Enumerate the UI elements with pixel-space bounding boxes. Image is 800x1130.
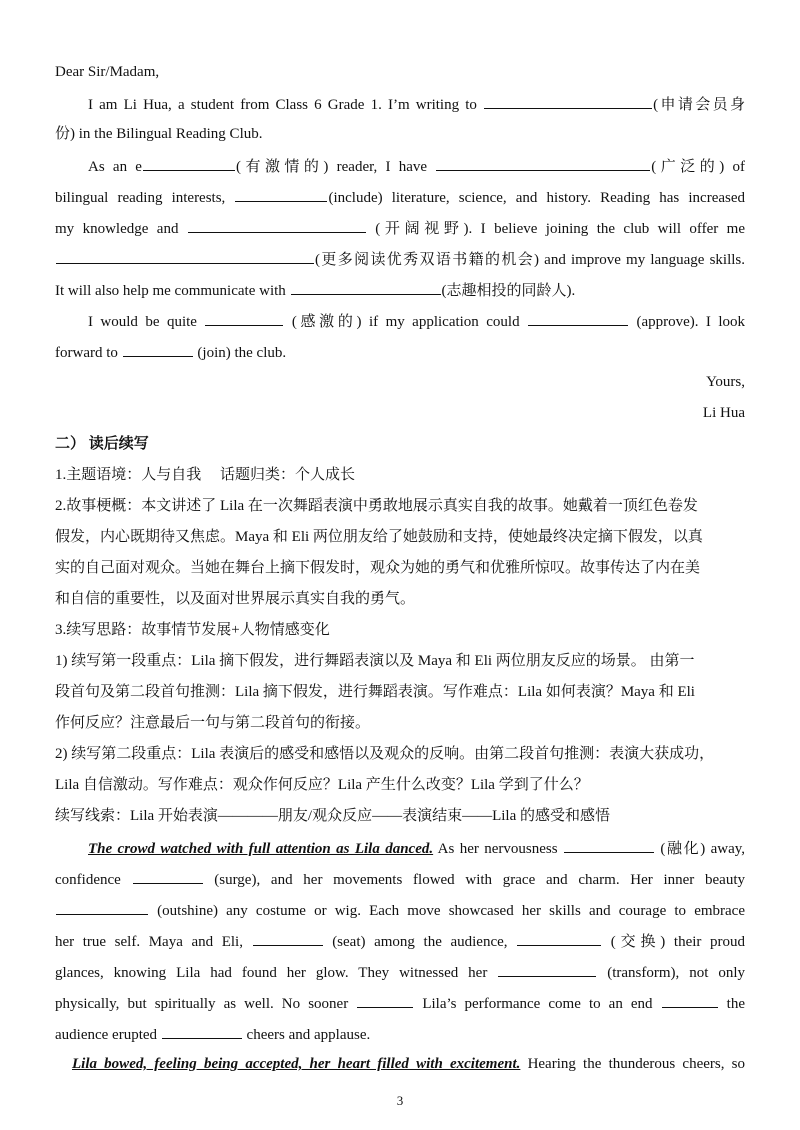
letter-closing: [55, 372, 745, 392]
answer-blank[interactable]: [133, 868, 203, 884]
text: 和自信的重要性，以及面对世界展示真实自我的勇气。: [55, 591, 416, 607]
text: 1.主题语境：人与自我 话题归类：个人成长: [55, 467, 356, 483]
text: I would be quite: [88, 314, 197, 330]
story-summary-line: [55, 496, 745, 516]
text: It will also help me communicate with: [55, 283, 286, 299]
text: 作何反应？注意最后一句与第二段首句的衔接。: [55, 715, 371, 731]
text: 续写线索：Lila 开始表演————朋友/观众反应——表演结束——Lila 的感受和感悟: [55, 808, 610, 824]
text: Lila 自信激动。写作难点：观众作何反应？Lila 产生什么改变？Lila 学到了什么？: [55, 777, 589, 793]
text: 1) 续写第一段重点：Lila 摘下假发，进行舞蹈表演以及 Maya 和 Eli 两位朋友反应的场景。 由第一: [55, 653, 695, 669]
story-line-2: [55, 868, 745, 888]
answer-blank[interactable]: [253, 930, 323, 946]
text: the: [726, 996, 745, 1012]
story-summary-line: [55, 589, 745, 609]
paragraph2-focus-line: [55, 775, 745, 795]
paragraph1-focus-line: [55, 651, 745, 671]
letter-line-4: [55, 186, 745, 206]
story-line-8: [72, 1054, 745, 1074]
text: (include) literature, science, and history. Reading has increased: [328, 190, 746, 206]
section-heading: [55, 434, 745, 454]
theme-context: [55, 465, 745, 485]
letter-line-3: [88, 155, 745, 175]
text: (approve). I look: [636, 314, 746, 330]
text: forward to: [55, 345, 118, 361]
text: (transform), not only: [607, 965, 746, 981]
salutation-text: Dear Sir/Madam,: [55, 64, 160, 80]
text: (outshine) any costume or wig. Each move showcased her skills and courage to embrace: [157, 903, 745, 919]
story-line-3: [55, 899, 745, 919]
text: (志趣相投的同龄人).: [441, 283, 576, 299]
text: glances, knowing Lila had found her glow. They witnessed her: [55, 965, 488, 981]
text: (融化) away,: [660, 841, 746, 857]
story-line-1: [88, 837, 745, 857]
text: physically, but spiritually as well. No sooner: [55, 996, 349, 1012]
answer-blank[interactable]: [56, 899, 148, 915]
text: As her nervousness: [433, 841, 558, 857]
writing-approach: [55, 620, 745, 640]
text: audience erupted: [55, 1027, 158, 1043]
text: 假发，内心既期待又焦虑。Maya 和 Eli 两位朋友给了她鼓励和支持，使她最终决定摘下假发，以真: [55, 529, 703, 545]
answer-blank[interactable]: [235, 186, 327, 202]
text: (开阔视野). I believe joining the club will offer me: [375, 221, 746, 237]
text: (申请会员身: [653, 97, 746, 113]
text: 实的自己面对观众。当她在舞台上摘下假发时，观众为她的勇气和优雅所惊叹。故事传达了内在美: [55, 560, 701, 576]
story-line-5: [55, 961, 745, 981]
answer-blank[interactable]: [143, 155, 235, 171]
answer-blank[interactable]: [484, 93, 652, 109]
text: confidence: [55, 872, 121, 888]
text: I am Li Hua, a student from Class 6 Grade 1. I’m writing to: [88, 97, 477, 113]
second-paragraph-opening: Lila bowed, feeling being accepted, her heart filled with excitement.: [72, 1056, 521, 1072]
text: Lila’s performance come to an end: [422, 996, 653, 1012]
text: 3.续写思路：故事情节发展+人物情感变化: [55, 622, 330, 638]
text: 2.故事梗概：本文讲述了 Lila 在一次舞蹈表演中勇敢地展示真实自我的故事。她戴着一顶红色卷发: [55, 498, 698, 514]
answer-blank[interactable]: [205, 310, 283, 326]
text: (surge), and her movements flowed with grace and charm. Her inner beauty: [214, 872, 746, 888]
letter-line-5: [55, 217, 745, 237]
letter-line-6: [55, 248, 745, 268]
text: cheers and applause.: [246, 1027, 371, 1043]
letter-salutation: [55, 62, 745, 82]
text: her true self. Maya and Eli,: [55, 934, 243, 950]
closing-text: Yours,: [706, 374, 745, 390]
answer-blank[interactable]: [123, 341, 193, 357]
answer-blank[interactable]: [564, 837, 654, 853]
paragraph2-focus-line: [55, 744, 745, 764]
letter-line-1: [88, 93, 745, 113]
text: As an e: [88, 159, 142, 175]
letter-line-8: [88, 310, 745, 330]
text: my knowledge and: [55, 221, 179, 237]
text: 段首句及第二段首句推测：Lila 摘下假发，进行舞蹈表演。写作难点：Lila 如何表演？Maya 和 Eli: [55, 684, 695, 700]
letter-signature: [55, 403, 745, 423]
page-number-text: 3: [396, 1093, 404, 1108]
letter-line-7: [55, 279, 745, 299]
story-line-7: [55, 1023, 745, 1043]
writing-clue: [55, 806, 745, 826]
story-line-4: [55, 930, 745, 950]
answer-blank[interactable]: [357, 992, 413, 1008]
story-line-6: [55, 992, 745, 1012]
heading-text: 二） 读后续写: [55, 436, 149, 452]
text: (交换) their proud: [610, 934, 745, 950]
letter-line-2: [55, 124, 745, 144]
text: Hearing the thunderous cheers, so: [520, 1056, 745, 1072]
story-summary-line: [55, 527, 745, 547]
text: (seat) among the audience,: [332, 934, 508, 950]
text: (join) the club.: [197, 345, 287, 361]
answer-blank[interactable]: [517, 930, 601, 946]
answer-blank[interactable]: [528, 310, 628, 326]
text: bilingual reading interests,: [55, 190, 226, 206]
letter-line-9: [55, 341, 745, 361]
answer-blank[interactable]: [662, 992, 718, 1008]
answer-blank[interactable]: [498, 961, 596, 977]
text: (更多阅读优秀双语书籍的机会) and improve my language skills.: [315, 252, 745, 268]
answer-blank[interactable]: [188, 217, 366, 233]
answer-blank[interactable]: [56, 248, 314, 264]
text: 份) in the Bilingual Reading Club.: [55, 126, 263, 142]
paragraph1-focus-line: [55, 682, 745, 702]
signature-text: Li Hua: [702, 405, 745, 421]
answer-blank[interactable]: [436, 155, 650, 171]
text: (有激情的) reader, I have: [235, 159, 428, 175]
paragraph1-focus-line: [55, 713, 745, 733]
opening-sentence: The crowd watched with full attention as Lila danced.: [88, 841, 434, 857]
page-number: [0, 1093, 800, 1109]
story-summary-line: [55, 558, 745, 578]
answer-blank[interactable]: [162, 1023, 242, 1039]
answer-blank[interactable]: [291, 279, 441, 295]
text: (感激的) if my application could: [291, 314, 520, 330]
text: 2) 续写第二段重点：Lila 表演后的感受和感悟以及观众的反响。由第二段首句推测：表演大获成功，: [55, 746, 715, 762]
text: (广泛的) of: [651, 159, 745, 175]
